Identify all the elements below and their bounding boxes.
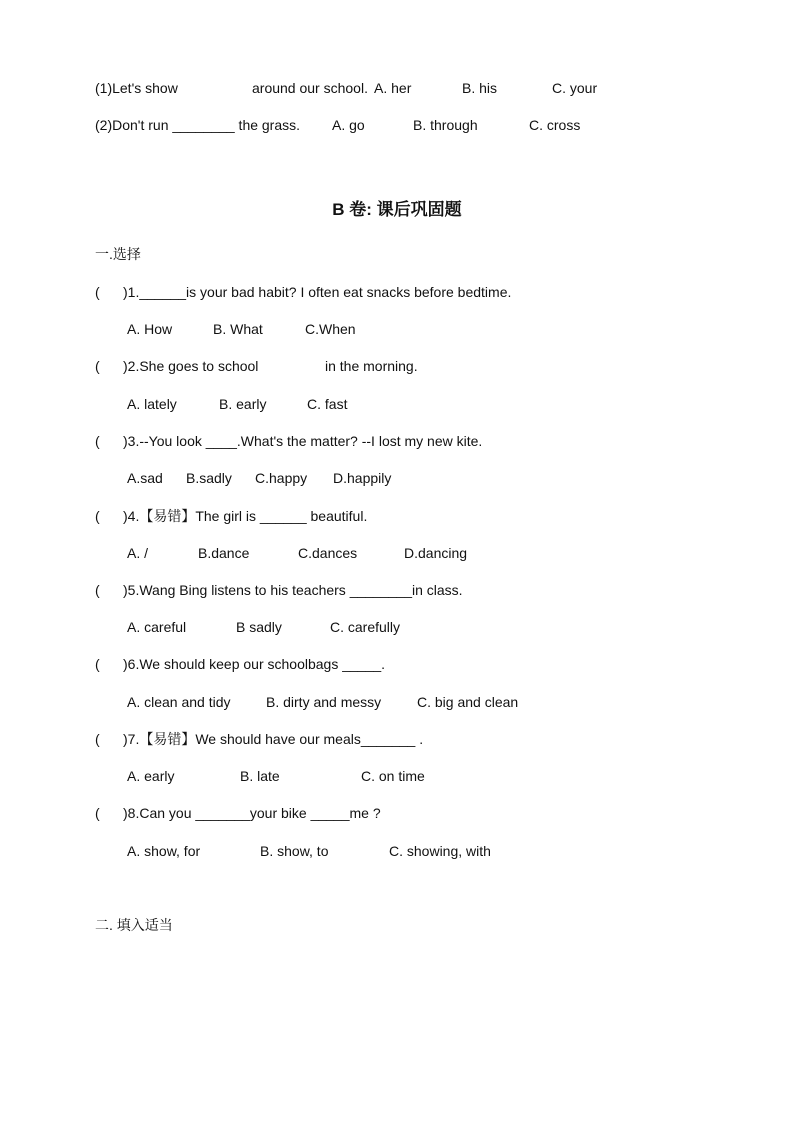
- answer-paren: (: [95, 805, 100, 821]
- question-text: )1.______is your bad habit? I often eat snacks before bedtime.: [123, 284, 512, 300]
- answer-paren: (: [95, 358, 100, 374]
- option-a: A. careful: [127, 619, 187, 635]
- option-c: C. cross: [529, 117, 581, 133]
- option-c: C. on time: [361, 768, 425, 784]
- option-b: B. dirty and messy: [266, 694, 382, 710]
- part2-heading: 二. 填入适当: [95, 917, 173, 933]
- option-b: B. What: [213, 321, 263, 337]
- option-a: A. early: [127, 768, 175, 784]
- option-a: A.sad: [127, 470, 163, 486]
- option-b: B sadly: [236, 619, 282, 635]
- question-text: (1)Let's show: [95, 80, 178, 96]
- option-b: B.sadly: [186, 470, 232, 486]
- option-c: C.happy: [255, 470, 308, 486]
- option-c: C.dances: [298, 545, 358, 561]
- option-b: B. show, to: [260, 843, 329, 859]
- option-b: B. early: [219, 396, 267, 412]
- option-c: C.When: [305, 321, 356, 337]
- option-c: C. fast: [307, 396, 348, 412]
- option-c: C. showing, with: [389, 843, 491, 859]
- option-c: C. carefully: [330, 619, 401, 635]
- question-text: )3.--You look ____.What's the matter? --I lost my new kite.: [123, 433, 483, 449]
- question-text: )6.We should keep our schoolbags _____.: [123, 656, 386, 672]
- option-d: D.dancing: [404, 545, 468, 561]
- answer-paren: (: [95, 508, 100, 524]
- question-text: (2)Don't run ________ the grass.: [95, 117, 301, 133]
- option-b: B. late: [240, 768, 280, 784]
- option-a: A. clean and tidy: [127, 694, 231, 710]
- option-a: A. show, for: [127, 843, 201, 859]
- option-c: C. big and clean: [417, 694, 519, 710]
- question-text: )8.Can you _______your bike _____me ?: [123, 805, 381, 821]
- option-c: C. your: [552, 80, 598, 96]
- question-text: )7.【易错】We should have our meals_______ .: [123, 731, 424, 747]
- option-a: A. How: [127, 321, 173, 337]
- question-text: )5.Wang Bing listens to his teachers ________in class.: [123, 582, 463, 598]
- option-a: A. /: [127, 545, 149, 561]
- answer-paren: (: [95, 582, 100, 598]
- answer-paren: (: [95, 284, 100, 300]
- option-d: D.happily: [333, 470, 392, 486]
- option-b: B. his: [462, 80, 498, 96]
- answer-paren: (: [95, 433, 100, 449]
- option-b: B.dance: [198, 545, 250, 561]
- question-text-after-blank: in the morning.: [325, 358, 418, 374]
- question-text: )4.【易错】The girl is ______ beautiful.: [123, 508, 368, 524]
- question-text: )2.She goes to school: [123, 358, 259, 374]
- answer-paren: (: [95, 656, 100, 672]
- option-a: A. go: [332, 117, 365, 133]
- option-b: B. through: [413, 117, 478, 133]
- option-a: A. lately: [127, 396, 177, 412]
- section-title: B 卷: 课后巩固题: [332, 200, 462, 219]
- answer-paren: (: [95, 731, 100, 747]
- option-a: A. her: [374, 80, 412, 96]
- question-text-after-blank: around our school.: [252, 80, 368, 96]
- part1-heading: 一.选择: [95, 246, 141, 262]
